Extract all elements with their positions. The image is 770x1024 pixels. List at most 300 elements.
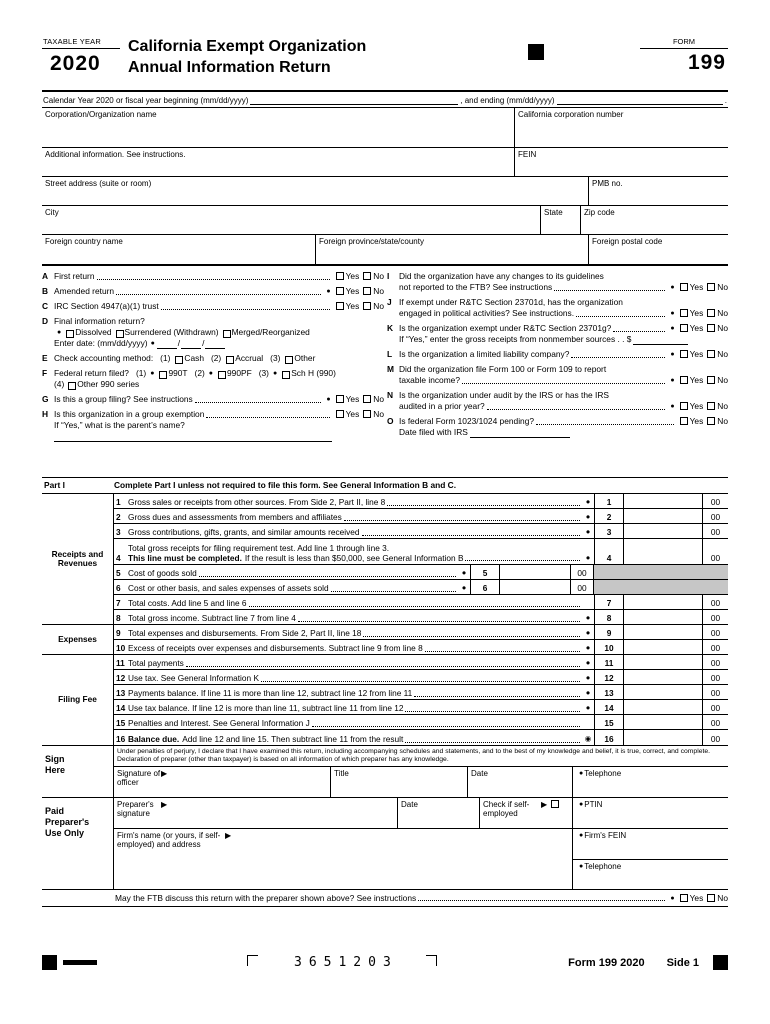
paid-preparer-label-cell bbox=[42, 798, 114, 889]
fiscal-year-row bbox=[42, 90, 728, 108]
yes-checkbox[interactable] bbox=[336, 287, 344, 295]
shaded-cell bbox=[594, 565, 728, 579]
date-field[interactable] bbox=[467, 767, 572, 797]
telephone-label: Telephone bbox=[584, 861, 622, 871]
option-number: (1) bbox=[160, 353, 171, 363]
line-1-amount-field[interactable] bbox=[624, 494, 702, 508]
yes-checkbox[interactable] bbox=[680, 402, 688, 410]
dotted-leader bbox=[116, 294, 321, 295]
line-number: 7 bbox=[116, 598, 121, 608]
dotted-leader bbox=[195, 402, 322, 403]
date-filed-row bbox=[399, 427, 728, 438]
preparer-signature-row bbox=[114, 798, 728, 828]
fill-in-bullet-icon bbox=[273, 368, 277, 379]
signature-of-officer-label: Signature of officer bbox=[117, 768, 161, 787]
schh-label: Sch H (990) bbox=[291, 368, 336, 378]
form-footer-id: Form 199 2020 bbox=[568, 956, 645, 969]
question-letter: H bbox=[42, 409, 49, 419]
fill-in-bullet-icon bbox=[209, 368, 213, 379]
taxable-year-label: TAXABLE YEAR bbox=[42, 36, 120, 49]
dotted-leader bbox=[462, 383, 665, 384]
line-text-part2: If the result is less than $50,000, see General Information B bbox=[244, 553, 464, 563]
no-checkbox[interactable] bbox=[363, 272, 371, 280]
yes-label: Yes bbox=[689, 401, 704, 411]
street-address-label: Street address (suite or room) bbox=[45, 179, 152, 188]
date-separator: / bbox=[202, 338, 205, 348]
firm-name-field[interactable] bbox=[114, 829, 572, 889]
fill-in-bullet-icon: ● bbox=[461, 583, 467, 592]
option-number: (1) bbox=[135, 368, 147, 378]
zip-label: Zip code bbox=[584, 208, 615, 217]
no-checkbox[interactable] bbox=[707, 402, 715, 410]
foreign-country-field[interactable] bbox=[42, 235, 315, 264]
fill-in-bullet-icon bbox=[151, 338, 155, 349]
yes-no-group bbox=[676, 375, 728, 386]
final-return-date-row bbox=[54, 338, 384, 349]
dotted-leader bbox=[331, 591, 456, 592]
no-checkbox[interactable] bbox=[707, 376, 715, 384]
yes-no-group bbox=[676, 416, 728, 427]
ftb-discuss-row bbox=[42, 890, 728, 907]
990pf-label: 990PF bbox=[227, 368, 252, 378]
fill-in-bullet-icon: ● bbox=[461, 568, 467, 577]
form-title-line1: California Exempt Organization bbox=[128, 38, 367, 55]
part1-line-5 bbox=[114, 565, 728, 580]
org-name-field[interactable] bbox=[42, 108, 514, 147]
yes-label: Yes bbox=[345, 409, 360, 419]
question-m bbox=[387, 364, 728, 386]
cents-cell: 00 bbox=[702, 494, 728, 508]
fein-field[interactable] bbox=[514, 148, 728, 176]
question-text: Is the organization exempt under R&TC Section 23701g? bbox=[399, 323, 612, 333]
question-text: Federal return filed? bbox=[54, 368, 129, 378]
ptin-label: PTIN bbox=[584, 799, 603, 809]
part1-line-11 bbox=[114, 655, 728, 670]
yes-no-group bbox=[332, 394, 384, 405]
self-employed-field bbox=[479, 798, 572, 828]
federal-return-option-4 bbox=[54, 379, 384, 390]
pmb-field[interactable] bbox=[588, 177, 728, 205]
firm-fein-field[interactable] bbox=[573, 829, 728, 859]
dotted-leader bbox=[344, 520, 580, 521]
line-box-number: 8 bbox=[594, 610, 624, 624]
fill-in-bullet-icon: ● bbox=[585, 497, 591, 506]
question-j bbox=[387, 297, 728, 319]
option-number: (3) bbox=[258, 368, 269, 378]
yes-checkbox[interactable] bbox=[680, 417, 688, 425]
line-number: 11 bbox=[116, 658, 125, 668]
foreign-province-label: Foreign province/state/county bbox=[319, 237, 424, 246]
yes-label: Yes bbox=[689, 282, 704, 292]
sign-here-label: Sign Here bbox=[45, 754, 66, 775]
no-checkbox[interactable] bbox=[707, 350, 715, 358]
foreign-postal-field[interactable] bbox=[588, 235, 728, 264]
no-label: No bbox=[373, 409, 384, 419]
state-label: State bbox=[544, 208, 563, 217]
no-checkbox[interactable] bbox=[707, 283, 715, 291]
line-text-bold: This line must be completed. bbox=[128, 553, 242, 563]
line-2-amount-field[interactable] bbox=[624, 509, 702, 523]
yes-checkbox[interactable] bbox=[680, 376, 688, 384]
city-field[interactable] bbox=[42, 206, 540, 234]
foreign-province-field[interactable] bbox=[315, 235, 588, 264]
990t-checkbox[interactable] bbox=[159, 371, 167, 379]
question-text: not reported to the FTB? See instructions bbox=[399, 282, 553, 292]
line-6-amount-field[interactable] bbox=[500, 580, 570, 594]
other-method-checkbox[interactable] bbox=[285, 356, 293, 364]
yes-no-group bbox=[676, 401, 728, 412]
surrendered-label: Surrendered (Withdrawn) bbox=[124, 327, 219, 337]
fill-in-bullet-icon bbox=[670, 323, 674, 334]
circled-bullet-icon: ◉ bbox=[584, 734, 592, 743]
firm-name-label: Firm's name (or yours, if self-employed) and address bbox=[117, 830, 221, 849]
dissolved-checkbox[interactable] bbox=[66, 330, 74, 338]
firm-telephone-field[interactable] bbox=[573, 859, 728, 889]
part1-line-16 bbox=[114, 730, 728, 745]
line-number: 1 bbox=[116, 497, 121, 507]
no-checkbox[interactable] bbox=[363, 287, 371, 295]
question-a bbox=[42, 271, 384, 282]
line-7-amount-field[interactable] bbox=[624, 595, 702, 609]
line-text: Payments balance. If line 11 is more than line 12, subtract line 12 from line 11 bbox=[128, 688, 413, 698]
question-text: If exempt under R&TC Section 23701d, has the organization bbox=[399, 297, 623, 307]
line-number: 4 bbox=[116, 553, 121, 563]
part1-line-15 bbox=[114, 715, 728, 730]
yes-no-group bbox=[676, 893, 728, 903]
fill-in-bullet-icon: ● bbox=[585, 703, 591, 712]
dotted-leader bbox=[465, 560, 580, 561]
line-9-amount-field[interactable] bbox=[624, 625, 702, 639]
check-self-employed-label: Check if self-employed bbox=[483, 799, 530, 818]
question-text: Is this a group filing? See instructions bbox=[54, 394, 193, 404]
fill-in-bullet-icon bbox=[579, 862, 583, 871]
title-field[interactable] bbox=[330, 767, 467, 797]
part1-header bbox=[42, 478, 728, 494]
question-o bbox=[387, 416, 728, 438]
fill-in-bullet-icon: ● bbox=[585, 643, 591, 652]
telephone-label: Telephone bbox=[584, 768, 622, 778]
line-15-amount-field[interactable] bbox=[624, 715, 702, 729]
ftb-discuss-text: May the FTB discuss this return with the preparer shown above? See instructions bbox=[115, 892, 417, 903]
foreign-country-label: Foreign country name bbox=[45, 237, 123, 246]
line-text bbox=[128, 734, 403, 745]
preparer-signature-field[interactable] bbox=[114, 798, 397, 828]
fill-in-bullet-icon bbox=[670, 308, 674, 319]
line-number: 10 bbox=[116, 643, 126, 653]
form-number: 199 bbox=[687, 51, 726, 74]
line-text: Cost of goods sold bbox=[128, 568, 197, 578]
other-990-label: Other 990 series bbox=[77, 379, 140, 389]
dotted-leader bbox=[363, 636, 580, 637]
line-13-amount-field[interactable] bbox=[624, 685, 702, 699]
cash-label: Cash bbox=[184, 353, 204, 363]
telephone-field[interactable] bbox=[572, 767, 728, 797]
line-box-number: 7 bbox=[594, 595, 624, 609]
question-text: Is federal Form 1023/1024 pending? bbox=[399, 416, 535, 426]
surrendered-checkbox[interactable] bbox=[116, 330, 124, 338]
part1-line-7 bbox=[114, 595, 728, 610]
question-d bbox=[42, 316, 384, 349]
fein-label: FEIN bbox=[518, 150, 537, 159]
questions-left-column bbox=[42, 271, 384, 475]
yes-checkbox[interactable] bbox=[680, 350, 688, 358]
option-number: (2) bbox=[194, 368, 205, 378]
line-text bbox=[128, 543, 582, 564]
no-label: No bbox=[373, 286, 384, 296]
part1-rows bbox=[114, 494, 728, 745]
no-checkbox[interactable] bbox=[707, 894, 715, 902]
line-5-amount-field[interactable] bbox=[500, 565, 570, 579]
question-h bbox=[42, 409, 384, 442]
dotted-leader bbox=[418, 900, 665, 901]
line-10-amount-field[interactable] bbox=[624, 640, 702, 654]
preparer-date-field[interactable] bbox=[397, 798, 479, 828]
question-letter: K bbox=[387, 323, 394, 333]
question-f bbox=[42, 368, 384, 390]
fiscal-begin-label: Calendar Year 2020 or fiscal year beginning (mm/dd/yyyy) bbox=[43, 96, 249, 105]
dotted-leader bbox=[261, 681, 580, 682]
yes-checkbox[interactable] bbox=[680, 309, 688, 317]
firm-row bbox=[114, 828, 728, 889]
group-label: Filing Fee bbox=[58, 694, 97, 705]
other-990-checkbox[interactable] bbox=[68, 382, 76, 390]
dotted-leader bbox=[425, 651, 580, 652]
table-row bbox=[42, 235, 728, 264]
fiscal-begin-input[interactable] bbox=[250, 95, 458, 105]
yes-checkbox[interactable] bbox=[336, 395, 344, 403]
shaded-cell bbox=[594, 580, 728, 594]
question-letter: D bbox=[42, 316, 49, 326]
group-label: Receipts and Revenues bbox=[51, 548, 104, 568]
form-header bbox=[42, 36, 728, 90]
line-box-number: 16 bbox=[594, 730, 624, 745]
accrual-checkbox[interactable] bbox=[226, 356, 234, 364]
sign-here-label-cell bbox=[42, 746, 114, 797]
line-3-amount-field[interactable] bbox=[624, 524, 702, 538]
question-n bbox=[387, 390, 728, 412]
line-box-number: 2 bbox=[594, 509, 624, 523]
no-checkbox[interactable] bbox=[707, 309, 715, 317]
form-number-block bbox=[640, 36, 728, 75]
schh-checkbox[interactable] bbox=[282, 371, 290, 379]
no-label: No bbox=[717, 892, 728, 903]
cents-cell: 00 bbox=[702, 595, 728, 609]
no-checkbox[interactable] bbox=[707, 417, 715, 425]
signature-section bbox=[42, 746, 728, 907]
part1-line-3 bbox=[114, 524, 728, 539]
pointer-icon bbox=[161, 769, 167, 778]
other-method-label: Other bbox=[294, 353, 316, 363]
no-checkbox[interactable] bbox=[363, 395, 371, 403]
cash-checkbox[interactable] bbox=[175, 356, 183, 364]
cents-cell: 00 bbox=[702, 524, 728, 538]
line-box-number: 6 bbox=[470, 580, 500, 594]
corp-number-field[interactable] bbox=[514, 108, 728, 147]
pointer-icon bbox=[541, 800, 547, 809]
question-letter: N bbox=[387, 390, 394, 400]
yes-label: Yes bbox=[689, 323, 704, 333]
question-text: Is the organization under audit by the IRS or has the IRS bbox=[399, 390, 609, 400]
line-box-number: 3 bbox=[594, 524, 624, 538]
dotted-leader bbox=[312, 726, 580, 727]
question-b bbox=[42, 286, 384, 297]
question-letter: M bbox=[387, 364, 394, 374]
additional-info-field[interactable] bbox=[42, 148, 514, 176]
line-12-amount-field[interactable] bbox=[624, 670, 702, 684]
line-box-number: 11 bbox=[594, 655, 624, 669]
cents-cell: 00 bbox=[570, 565, 594, 579]
no-checkbox[interactable] bbox=[363, 302, 371, 310]
no-label: No bbox=[373, 301, 384, 311]
state-field[interactable] bbox=[540, 206, 580, 234]
fill-in-bullet-icon bbox=[57, 327, 61, 338]
line-4-amount-field[interactable] bbox=[624, 539, 702, 564]
date-filed-input[interactable] bbox=[470, 428, 570, 438]
parent-name-question: If “Yes,” what is the parent’s name? bbox=[54, 420, 185, 430]
no-checkbox[interactable] bbox=[363, 410, 371, 418]
parent-name-input[interactable] bbox=[54, 431, 332, 442]
group-expenses bbox=[42, 625, 113, 655]
street-address-field[interactable] bbox=[42, 177, 588, 205]
part1-line-13 bbox=[114, 685, 728, 700]
officer-signature-row bbox=[114, 766, 728, 797]
date-day-input[interactable] bbox=[181, 339, 201, 349]
dotted-leader bbox=[249, 606, 580, 607]
line-text: Use tax. See General Information K bbox=[128, 673, 259, 683]
yes-no-group bbox=[676, 323, 728, 334]
part1-instruction: Complete Part I unless not required to file this form. See General Information B and C. bbox=[114, 480, 457, 490]
merged-checkbox[interactable] bbox=[223, 330, 231, 338]
line-text: Gross sales or receipts from other sources. From Side 2, Part II, line 8 bbox=[128, 497, 386, 507]
paid-preparer-label: Paid Preparer's Use Only bbox=[45, 805, 90, 838]
yes-no-group bbox=[676, 349, 728, 360]
line-text-bold: Balance due. bbox=[128, 734, 180, 744]
no-label: No bbox=[717, 308, 728, 318]
nonmember-receipts-input[interactable] bbox=[633, 335, 688, 345]
date-month-input[interactable] bbox=[157, 339, 177, 349]
cents-cell: 00 bbox=[702, 715, 728, 729]
fill-in-bullet-icon: ● bbox=[585, 628, 591, 637]
zip-field[interactable] bbox=[580, 206, 728, 234]
line-8-amount-field[interactable] bbox=[624, 610, 702, 624]
yes-label: Yes bbox=[689, 416, 704, 426]
yes-checkbox[interactable] bbox=[680, 894, 688, 902]
accrual-label: Accrual bbox=[235, 353, 264, 363]
yes-checkbox[interactable] bbox=[680, 324, 688, 332]
question-text: Did the organization have any changes to its guidelines bbox=[399, 271, 604, 281]
fiscal-end-input[interactable] bbox=[557, 95, 723, 105]
line-box-number: 14 bbox=[594, 700, 624, 714]
line-number: 15 bbox=[116, 718, 126, 728]
dotted-leader bbox=[97, 279, 330, 280]
fill-in-bullet-icon: ● bbox=[585, 527, 591, 536]
fill-in-bullet-icon: ● bbox=[585, 673, 591, 682]
line-number: 14 bbox=[116, 703, 126, 713]
line-11-amount-field[interactable] bbox=[624, 655, 702, 669]
dotted-leader bbox=[571, 357, 665, 358]
taxable-year-block bbox=[42, 36, 128, 76]
nonmember-receipts-row bbox=[399, 334, 728, 345]
officer-signature-field[interactable] bbox=[114, 767, 330, 797]
registration-mark bbox=[713, 955, 728, 970]
group-receipts-revenues bbox=[42, 494, 113, 625]
sign-here-block bbox=[42, 746, 728, 798]
cents-cell: 00 bbox=[702, 685, 728, 699]
part1-line-12 bbox=[114, 670, 728, 685]
question-letter: E bbox=[42, 353, 48, 363]
form-title bbox=[128, 36, 528, 79]
fill-in-bullet-icon bbox=[670, 349, 674, 360]
yes-no-group bbox=[676, 282, 728, 293]
part1-table bbox=[42, 494, 728, 746]
line-number: 3 bbox=[116, 527, 121, 537]
fiscal-end-label: , and ending (mm/dd/yyyy) bbox=[460, 96, 555, 105]
990t-label: 990T bbox=[168, 368, 188, 378]
pointer-icon bbox=[161, 800, 167, 809]
part1-line-8 bbox=[114, 610, 728, 625]
dotted-leader bbox=[298, 621, 580, 622]
yes-no-group bbox=[332, 286, 384, 297]
question-letter: O bbox=[387, 416, 394, 426]
line-number: 9 bbox=[116, 628, 121, 638]
fill-in-bullet-icon bbox=[582, 607, 594, 609]
ptin-field[interactable] bbox=[572, 798, 728, 828]
question-text: audited in a prior year? bbox=[399, 401, 485, 411]
cents-cell: 00 bbox=[702, 509, 728, 523]
yes-checkbox[interactable] bbox=[336, 302, 344, 310]
cents-cell: 00 bbox=[702, 730, 728, 745]
no-label: No bbox=[717, 375, 728, 385]
line-text: Gross dues and assessments from members and affiliates bbox=[128, 512, 342, 522]
question-text: IRC Section 4947(a)(1) trust bbox=[54, 301, 159, 311]
yes-checkbox[interactable] bbox=[336, 410, 344, 418]
table-row bbox=[42, 148, 728, 177]
question-text: Check accounting method: bbox=[54, 353, 154, 363]
dotted-leader bbox=[387, 505, 580, 506]
line-text: Cost or other basis, and sales expenses of assets sold bbox=[128, 583, 329, 593]
line-16-amount-field[interactable] bbox=[624, 730, 702, 745]
fill-in-bullet-icon bbox=[579, 831, 583, 840]
question-text: First return bbox=[54, 271, 95, 281]
yes-label: Yes bbox=[345, 301, 360, 311]
line-14-amount-field[interactable] bbox=[624, 700, 702, 714]
line-text: Penalties and Interest. See General Information J bbox=[128, 718, 310, 728]
line-text: Total gross income. Subtract line 7 from line 4 bbox=[128, 613, 296, 623]
yes-checkbox[interactable] bbox=[680, 283, 688, 291]
fill-in-bullet-icon: ● bbox=[585, 658, 591, 667]
yes-label: Yes bbox=[689, 349, 704, 359]
line-box-number: 4 bbox=[594, 539, 624, 564]
no-checkbox[interactable] bbox=[707, 324, 715, 332]
firm-right-column bbox=[572, 829, 728, 889]
cents-cell: 00 bbox=[702, 539, 728, 564]
cents-cell: 00 bbox=[702, 700, 728, 714]
line-box-number: 5 bbox=[470, 565, 500, 579]
yes-checkbox[interactable] bbox=[336, 272, 344, 280]
990pf-checkbox[interactable] bbox=[218, 371, 226, 379]
question-g bbox=[42, 394, 384, 405]
dotted-leader bbox=[405, 711, 580, 712]
self-employed-checkbox[interactable] bbox=[551, 800, 559, 808]
cents-cell: 00 bbox=[702, 640, 728, 654]
page-side-label: Side 1 bbox=[666, 956, 699, 969]
question-c bbox=[42, 301, 384, 312]
dotted-leader bbox=[199, 576, 456, 577]
fill-in-bullet-icon bbox=[326, 286, 330, 297]
question-letter: I bbox=[387, 271, 390, 281]
date-year-input[interactable] bbox=[205, 339, 225, 349]
question-letter: L bbox=[387, 349, 393, 359]
